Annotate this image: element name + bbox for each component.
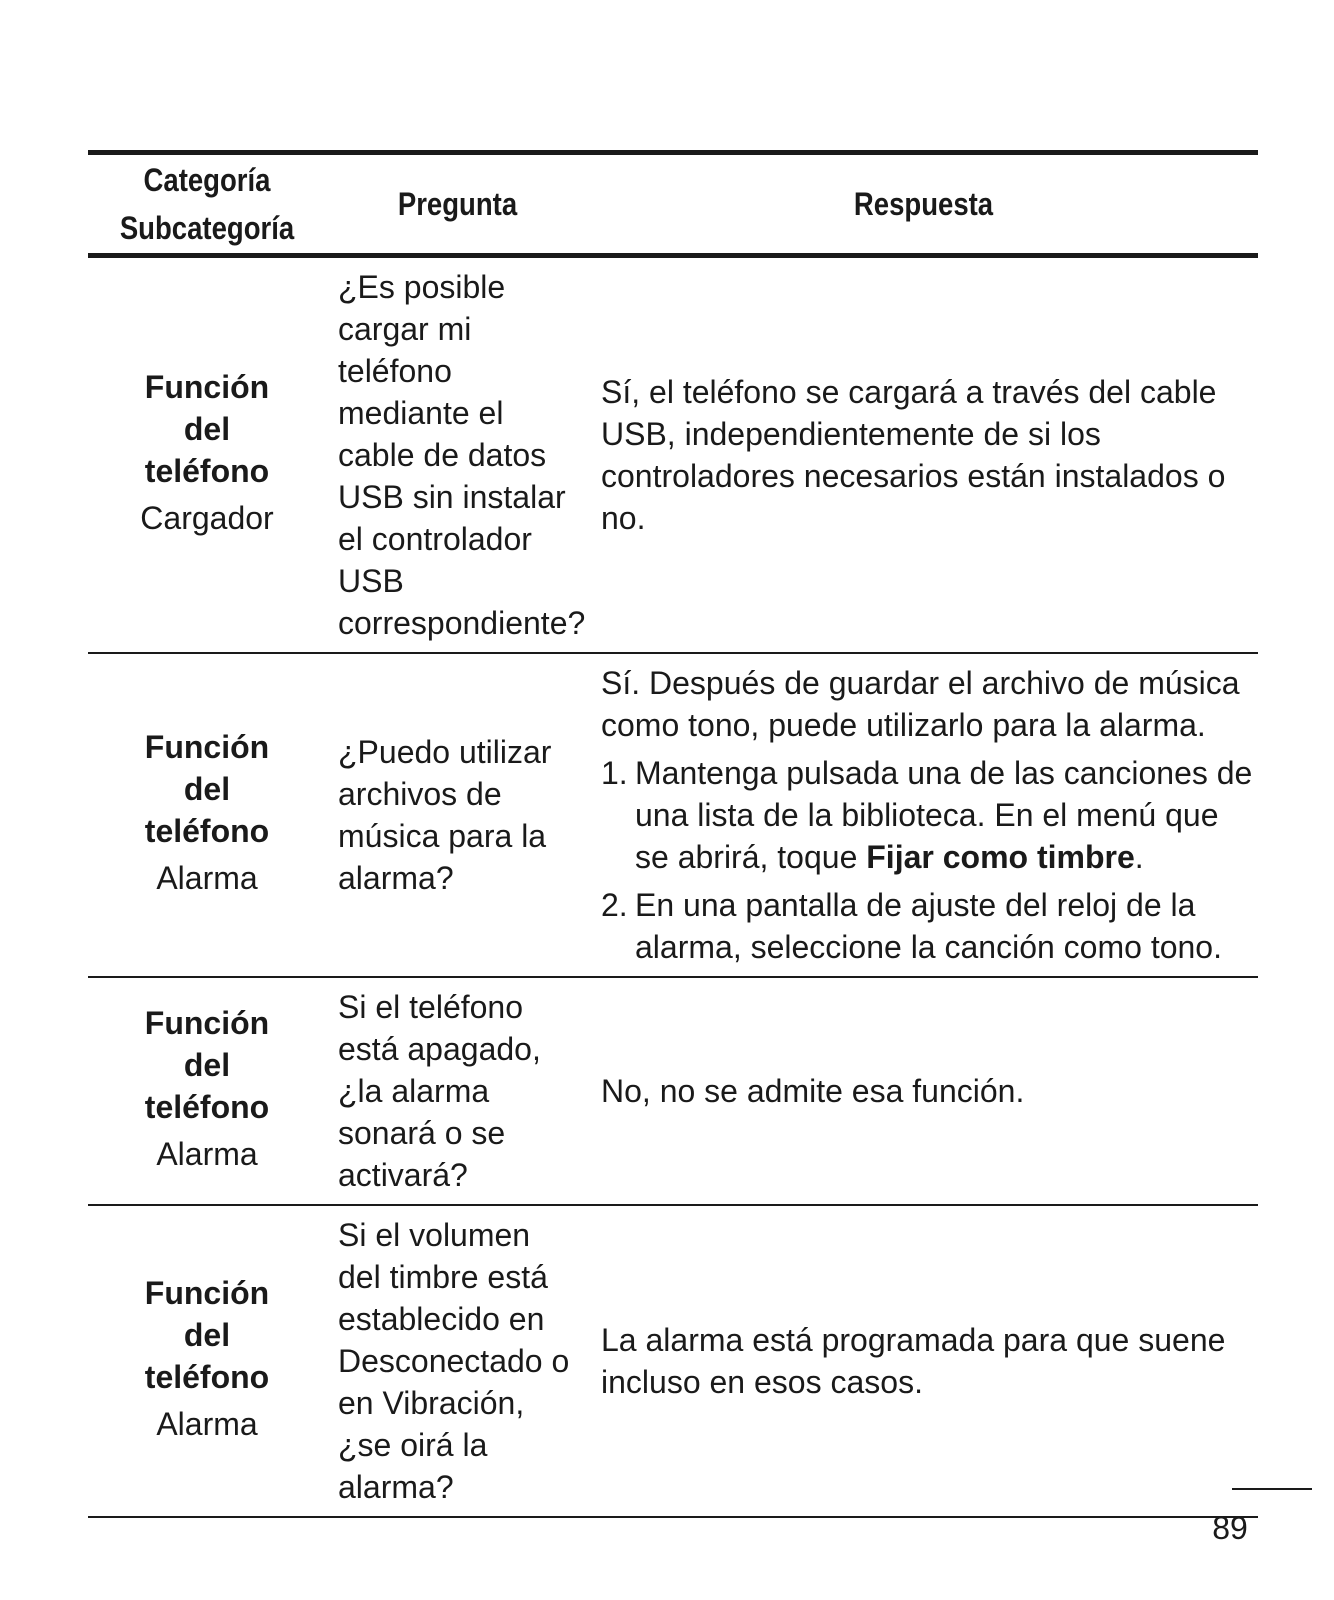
header-category-label: Categoría [143, 162, 271, 198]
page-number-rule [1232, 1488, 1312, 1490]
answer-cell [589, 653, 1258, 977]
table-row [88, 1205, 1258, 1517]
table-header [88, 153, 1258, 256]
subcategory-label: Cargador [140, 500, 274, 536]
list-item [635, 752, 1258, 878]
faq-table [88, 150, 1258, 1518]
answer-cell: No, no se admite esa función. [601, 1073, 1025, 1109]
step-text-before: Mantenga pulsada una de las canciones de una lista de la biblioteca. En el menú que se abrirá, toque [635, 755, 1253, 875]
table-row [88, 256, 1258, 654]
category-label: Función del teléfono [144, 369, 270, 489]
header-subcategory-label: Subcategoría [119, 210, 295, 246]
subcategory-label: Alarma [156, 1406, 258, 1442]
header-answer: Respuesta [853, 186, 994, 222]
category-cell [88, 977, 326, 1205]
answer-cell: Sí, el teléfono se cargará a través del cable USB, independientemente de si los controladores necesarios están instalados o no. [601, 374, 1226, 536]
step-text: En una pantalla de ajuste del reloj de la alarma, seleccione la canción como tono. [635, 887, 1222, 965]
question-cell: ¿Puedo utilizar archivos de música para la alarma? [338, 734, 552, 896]
header-row [88, 153, 1258, 256]
category-cell [88, 256, 326, 654]
category-label: Función del teléfono [144, 1275, 270, 1395]
answer-cell: La alarma está programada para que suene incluso en esos casos. [601, 1322, 1226, 1400]
table-row [88, 977, 1258, 1205]
category-cell [88, 653, 326, 977]
subcategory-label: Alarma [156, 1136, 258, 1172]
header-category [105, 153, 310, 256]
subcategory-label: Alarma [156, 860, 258, 896]
question-cell: ¿Es posible cargar mi teléfono mediante el cable de datos USB sin instalar el controlador USB correspondiente? [338, 269, 586, 641]
question-cell: Si el volumen del timbre está establecido en Desconectado o en Vibración, ¿se oirá la alarma? [338, 1217, 570, 1505]
category-label: Función del teléfono [144, 1005, 270, 1125]
step-bold-text: Fijar como timbre [866, 839, 1135, 875]
category-label: Función del teléfono [144, 729, 270, 849]
table-row [88, 653, 1258, 977]
header-question: Pregunta [397, 186, 518, 222]
category-cell [88, 1205, 326, 1517]
step-text-after: . [1134, 839, 1144, 875]
answer-intro: Sí. Después de guardar el archivo de música como tono, puede utilizarlo para la alarma. [601, 665, 1240, 743]
page-number: 89 [1212, 1510, 1248, 1546]
answer-steps [601, 752, 1258, 968]
list-item [635, 884, 1258, 968]
question-cell: Si el teléfono está apagado, ¿la alarma sonará o se activará? [338, 989, 541, 1193]
